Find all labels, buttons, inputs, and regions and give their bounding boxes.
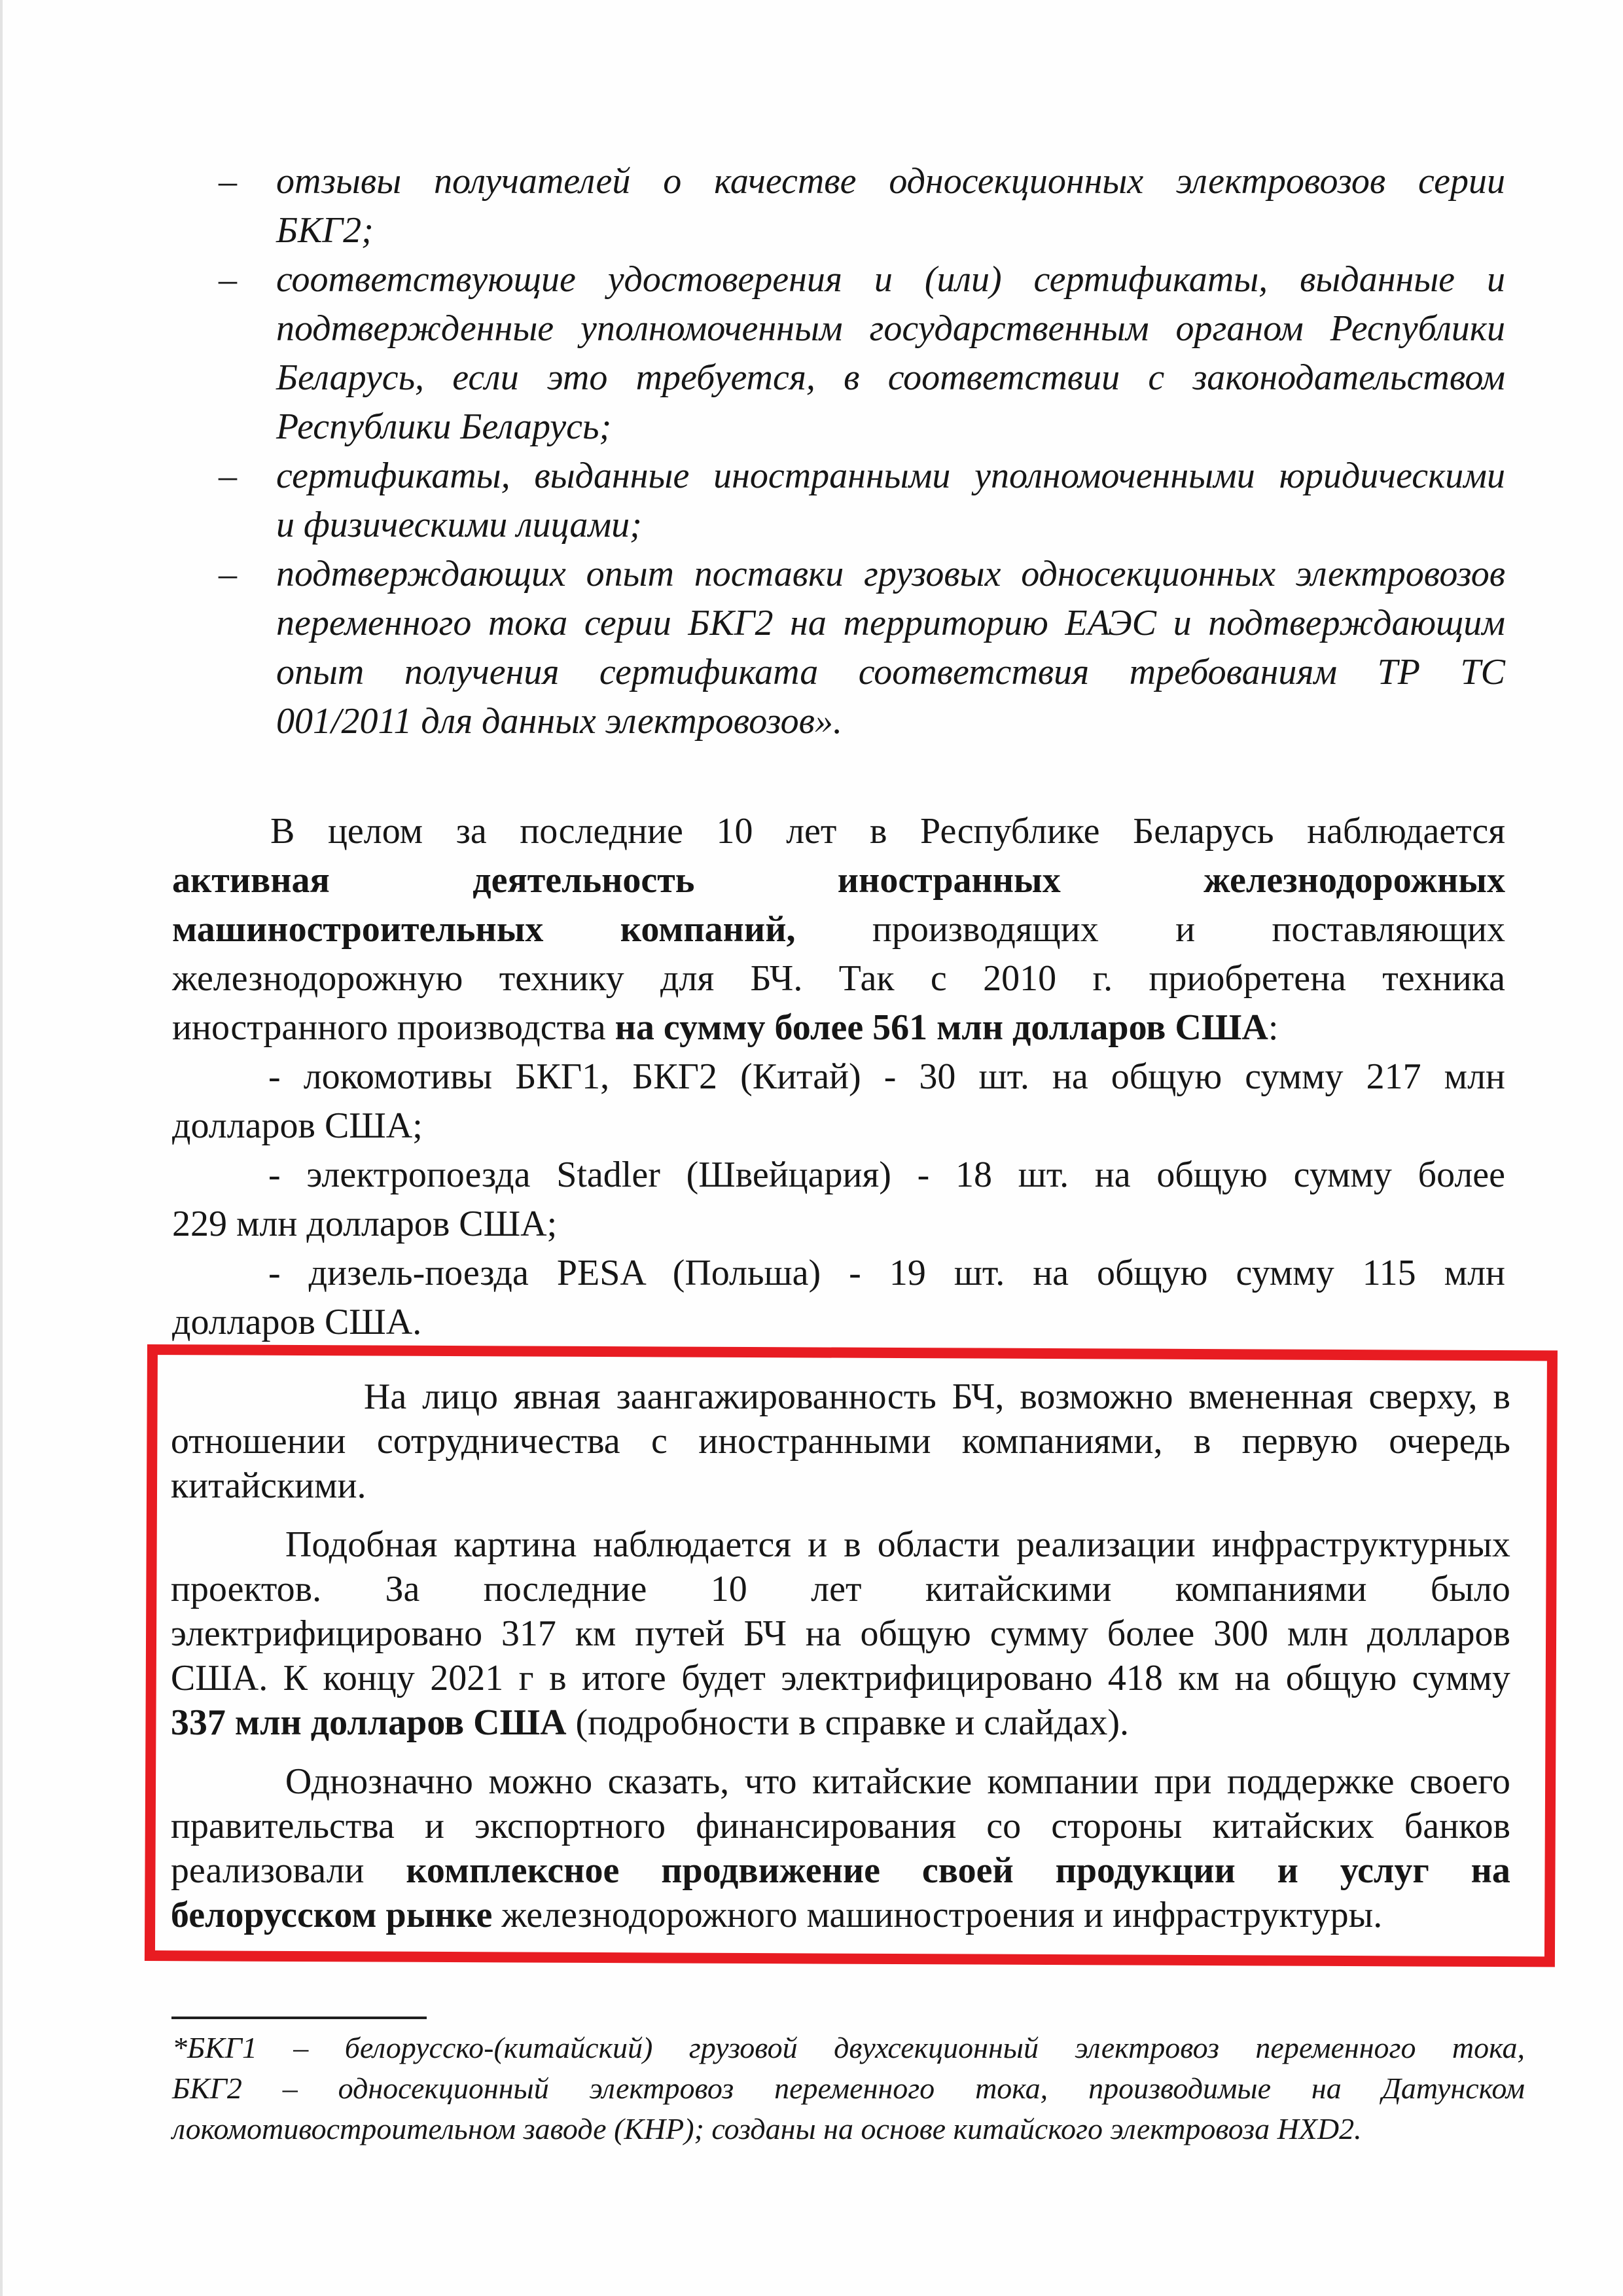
- text-line: [172, 697, 1505, 746]
- text-line: [171, 1759, 1510, 1804]
- text-line: [171, 1804, 1510, 1848]
- text-line: [172, 157, 1505, 206]
- text-line: [171, 1374, 1510, 1419]
- text-run: производящих и поставляющих: [795, 909, 1506, 950]
- text-run: отношении сотрудничества с иностранными компаниями, в первую очередь: [170, 1421, 1510, 1462]
- text-line: [171, 1611, 1510, 1656]
- text-run: железнодорожную технику для БЧ. Так с 2010 г. приобретена техника: [172, 958, 1505, 999]
- bold-run: белорусском рынке: [170, 1895, 493, 1936]
- text-line: [171, 1700, 1510, 1745]
- text-line: [171, 1656, 1510, 1700]
- purchase-item: [172, 1249, 1505, 1347]
- text-line: [172, 2109, 1525, 2149]
- text-run: *БКГ1 – белорусско-(китайский) грузовой двухсекционный электровоз переменного тока,: [172, 2031, 1525, 2064]
- bullet-item: [172, 550, 1505, 746]
- bold-run: 337 млн долларов США: [170, 1702, 567, 1744]
- text-run: :: [1268, 1007, 1279, 1048]
- text-run: 229 млн долларов США;: [172, 1204, 558, 1244]
- bullet-dash-icon: –: [219, 259, 237, 300]
- text-run: китайскими.: [170, 1465, 366, 1507]
- text-line: [172, 2028, 1525, 2068]
- text-line: [172, 1052, 1505, 1102]
- text-run: БКГ2 – односекционный электровоз переменного тока, производимые на Датунском: [172, 2072, 1525, 2105]
- text-line: [172, 807, 1505, 856]
- text-line: [172, 648, 1505, 697]
- text-run: - электропоезда Stadler (Швейцария) - 18 шт. на общую сумму более: [268, 1155, 1505, 1195]
- text-line: [172, 255, 1505, 304]
- text-run: (подробности в справке и слайдах).: [566, 1702, 1130, 1744]
- scan-edge-artifact: [0, 0, 3, 2296]
- text-run: Республики Беларусь;: [276, 406, 612, 447]
- text-run: США. К концу 2021 г в итоге будет электрифицировано 418 км на общую сумму: [170, 1658, 1510, 1699]
- bullet-item: [172, 157, 1505, 255]
- bullet-item: [172, 255, 1505, 452]
- text-run: и физическими лицами;: [276, 505, 642, 545]
- text-line: [172, 905, 1505, 954]
- text-line: [171, 1893, 1510, 1937]
- bullet-dash-icon: –: [219, 554, 237, 594]
- text-line: [171, 1463, 1510, 1508]
- text-run: подтвержденные уполномоченным государственным органом Республики: [276, 308, 1505, 349]
- text-line: [171, 1848, 1510, 1893]
- text-run: электрифицировано 317 км путей БЧ на общую сумму более 300 млн долларов: [170, 1613, 1510, 1655]
- box-paragraph: [171, 1759, 1510, 1937]
- text-run: локомотивостроительном заводе (КНР); созданы на основе китайского электровоза HXD2.: [172, 2112, 1362, 2145]
- text-run: Беларусь, если это требуется, в соответствии с законодательством: [276, 357, 1505, 398]
- text-line: [172, 452, 1505, 501]
- text-run: Подобная картина наблюдается и в области реализации инфраструктурных: [285, 1524, 1510, 1566]
- text-run: реализовали: [170, 1850, 406, 1892]
- text-line: [172, 550, 1505, 599]
- text-line: [171, 1567, 1510, 1611]
- qualification-bullet-list: [172, 157, 1505, 746]
- text-line: [172, 856, 1505, 905]
- text-run: подтверждающих опыт поставки грузовых односекционных электровозов: [276, 554, 1505, 594]
- text-run: переменного тока серии БКГ2 на территорию ЕАЭС и подтверждающим: [276, 603, 1505, 643]
- intro-paragraph: [172, 807, 1505, 1052]
- text-run: правительства и экспортного финансирования со стороны китайских банков: [170, 1806, 1510, 1847]
- purchase-item: [172, 1151, 1505, 1249]
- text-line: [172, 353, 1505, 403]
- text-run: Однозначно можно сказать, что китайские компании при поддержке своего: [285, 1761, 1510, 1803]
- bold-run: на сумму более 561 млн долларов США: [615, 1007, 1268, 1048]
- text-line: [172, 501, 1505, 550]
- bullet-item: [172, 452, 1505, 550]
- text-run: БКГ2;: [276, 210, 374, 251]
- purchase-list: [172, 1052, 1505, 1347]
- text-run: В целом за последние 10 лет в Республике Беларусь наблюдается: [270, 811, 1505, 852]
- text-line: [172, 1151, 1505, 1200]
- bullet-dash-icon: –: [219, 456, 237, 496]
- text-line: [172, 206, 1505, 255]
- text-run: 001/2011 для данных электровозов».: [276, 701, 842, 742]
- text-line: [172, 403, 1505, 452]
- text-line: [171, 1522, 1510, 1567]
- text-line: [172, 1003, 1505, 1052]
- box-paragraph: [171, 1522, 1510, 1745]
- text-run: - локомотивы БКГ1, БКГ2 (Китай) - 30 шт. на общую сумму 217 млн: [268, 1056, 1505, 1097]
- text-line: [172, 1249, 1505, 1298]
- text-line: [172, 304, 1505, 353]
- footnote-text: [172, 2028, 1525, 2149]
- text-line: [171, 1419, 1510, 1463]
- text-run: На лицо явная заангажированность БЧ, возможно вмененная сверху, в: [363, 1376, 1510, 1418]
- text-run: - дизель-поезда PESA (Польша) - 19 шт. на общую сумму 115 млн: [268, 1253, 1505, 1293]
- text-line: [172, 1102, 1505, 1151]
- text-run: опыт получения сертификата соответствия требованиям ТР ТС: [276, 652, 1505, 692]
- red-highlight-box: [145, 1344, 1558, 1967]
- text-line: [172, 954, 1505, 1003]
- highlight-box-content: [158, 1355, 1547, 1937]
- text-line: [172, 1200, 1505, 1249]
- text-run: железнодорожного машиностроения и инфраструктуры.: [492, 1895, 1383, 1936]
- text-run: отзывы получателей о качестве односекционных электровозов серии: [276, 161, 1505, 202]
- purchase-item: [172, 1052, 1505, 1151]
- text-line: [172, 2068, 1525, 2109]
- bold-run: машиностроительных компаний,: [172, 909, 796, 950]
- text-line: [172, 599, 1505, 648]
- bold-run: комплексное продвижение своей продукции и услуг на: [406, 1850, 1510, 1892]
- bold-run: активная деятельность иностранных железнодорожных: [172, 860, 1505, 901]
- text-run: долларов США.: [172, 1302, 422, 1342]
- text-run: проектов. За последние 10 лет китайскими компаниями было: [170, 1569, 1510, 1610]
- text-run: сертификаты, выданные иностранными уполномоченными юридическими: [276, 456, 1505, 496]
- text-run: долларов США;: [172, 1105, 423, 1146]
- bullet-dash-icon: –: [219, 161, 237, 202]
- text-line: [172, 1298, 1505, 1347]
- footnote-rule: [171, 2017, 427, 2019]
- text-run: иностранного производства: [172, 1007, 615, 1048]
- box-paragraph: [171, 1374, 1510, 1508]
- text-run: соответствующие удостоверения и (или) сертификаты, выданные и: [276, 259, 1505, 300]
